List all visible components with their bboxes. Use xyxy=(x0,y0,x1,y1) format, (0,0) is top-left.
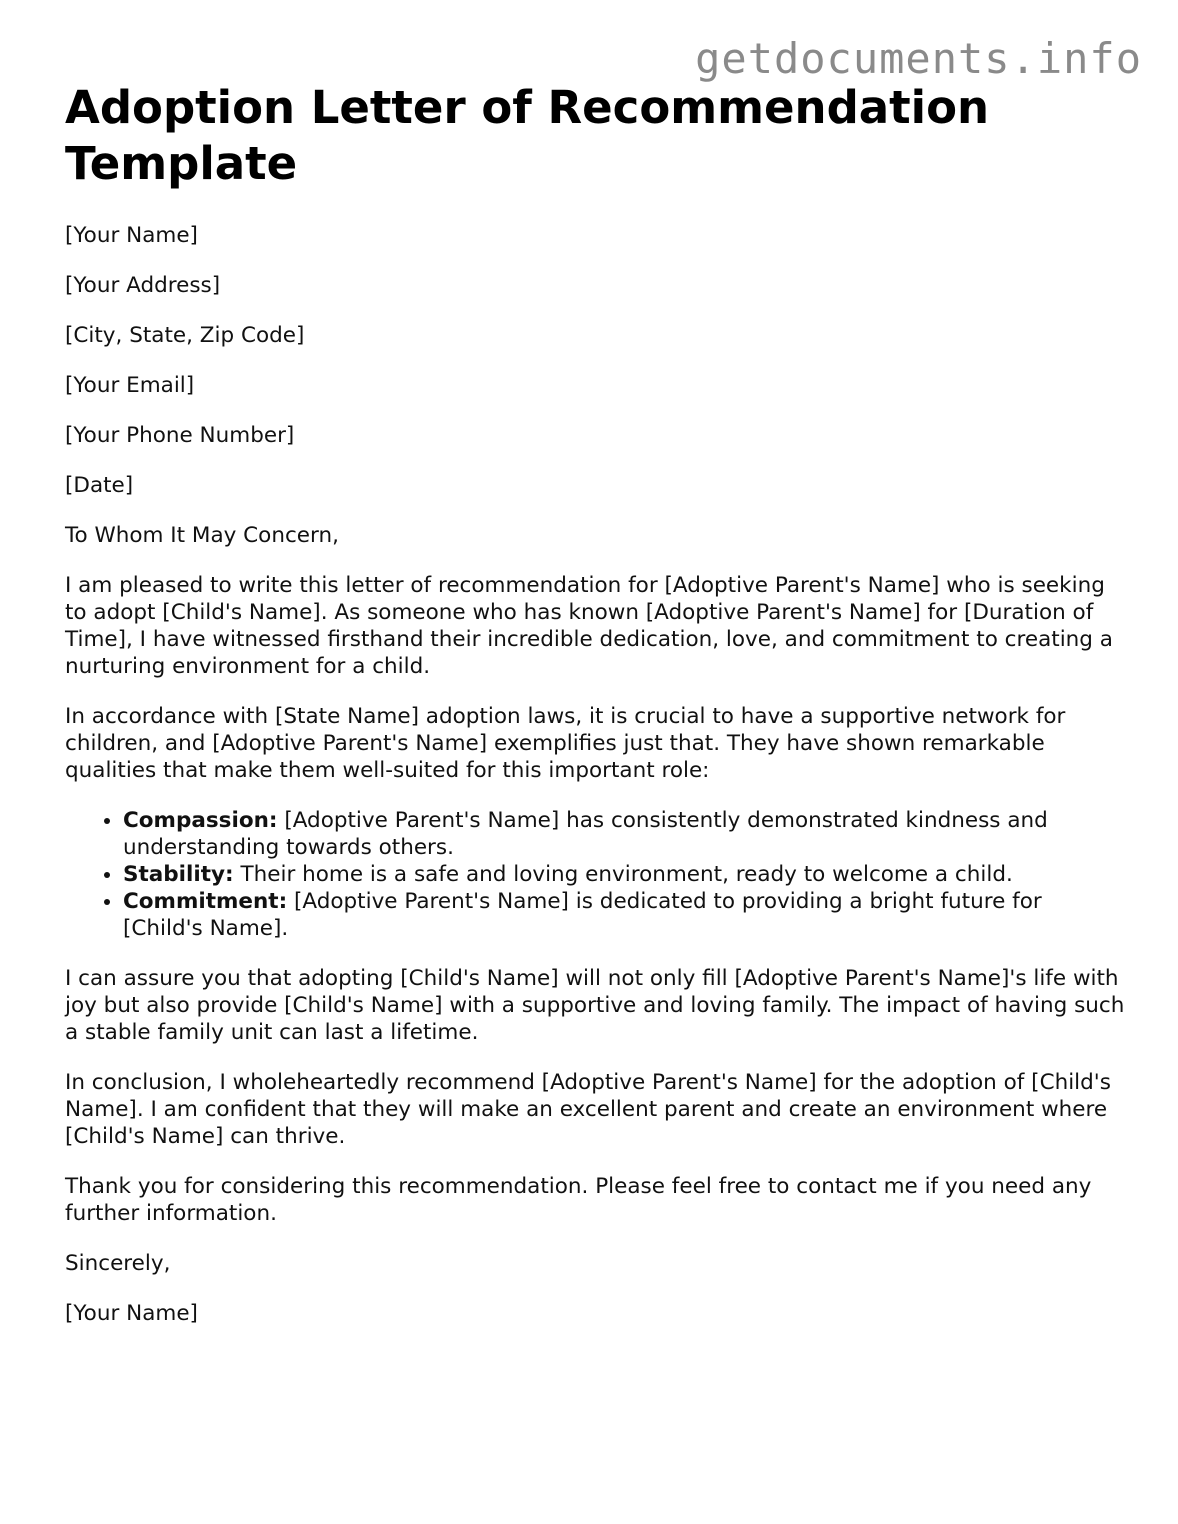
sender-address: [Your Address] xyxy=(65,273,221,298)
qualities-list xyxy=(65,807,1125,942)
quality-term: Stability: xyxy=(123,862,234,887)
quality-text: [Adoptive Parent's Name] is dedicated to providing a bright future for [Child's Name]. xyxy=(123,889,1042,941)
list-item xyxy=(123,888,1125,942)
quality-text: Their home is a safe and loving environment, ready to welcome a child. xyxy=(233,862,1013,887)
signature-name: [Your Name] xyxy=(65,1301,198,1326)
sender-name: [Your Name] xyxy=(65,223,198,248)
watermark: getdocuments.info xyxy=(695,34,1142,83)
document-page xyxy=(65,80,1125,1350)
laws-paragraph: In accordance with [State Name] adoption laws, it is crucial to have a supportive network for children, and [Adoptive Parent's Name] exemplifies just that. They have shown remarkable qualities that make them well-suited for this important role: xyxy=(65,704,1066,783)
sender-phone: [Your Phone Number] xyxy=(65,423,295,448)
letter-date: [Date] xyxy=(65,473,134,498)
thanks-paragraph: Thank you for considering this recommendation. Please feel free to contact me if you need any further information. xyxy=(65,1174,1092,1226)
document-title: Adoption Letter of Recommendation Template xyxy=(65,81,990,190)
assurance-paragraph: I can assure you that adopting [Child's Name] will not only fill [Adoptive Parent's Name]'s life with joy but also provide [Child's Name] with a supportive and loving family. The impact of having such a stable family unit can last a lifetime. xyxy=(65,966,1125,1045)
list-item xyxy=(123,807,1125,861)
conclusion-paragraph: In conclusion, I wholeheartedly recommend [Adoptive Parent's Name] for the adoption of [Child's Name]. I am confident that they will make an excellent parent and create an environment where [Child's Name] can thrive. xyxy=(65,1070,1111,1149)
quality-term: Compassion: xyxy=(123,808,278,833)
list-item xyxy=(123,861,1125,888)
salutation: To Whom It May Concern, xyxy=(65,523,339,548)
sender-city-state-zip: [City, State, Zip Code] xyxy=(65,323,305,348)
closing: Sincerely, xyxy=(65,1251,171,1276)
sender-email: [Your Email] xyxy=(65,373,195,398)
quality-text: [Adoptive Parent's Name] has consistently demonstrated kindness and understanding towards others. xyxy=(123,808,1048,860)
quality-term: Commitment: xyxy=(123,889,288,914)
intro-paragraph: I am pleased to write this letter of recommendation for [Adoptive Parent's Name] who is seeking to adopt [Child's Name]. As someone who has known [Adoptive Parent's Name] for [Duration of Time], I have witnessed firsthand their incredible dedication, love, and commitment to creating a nurturing environment for a child. xyxy=(65,573,1113,679)
